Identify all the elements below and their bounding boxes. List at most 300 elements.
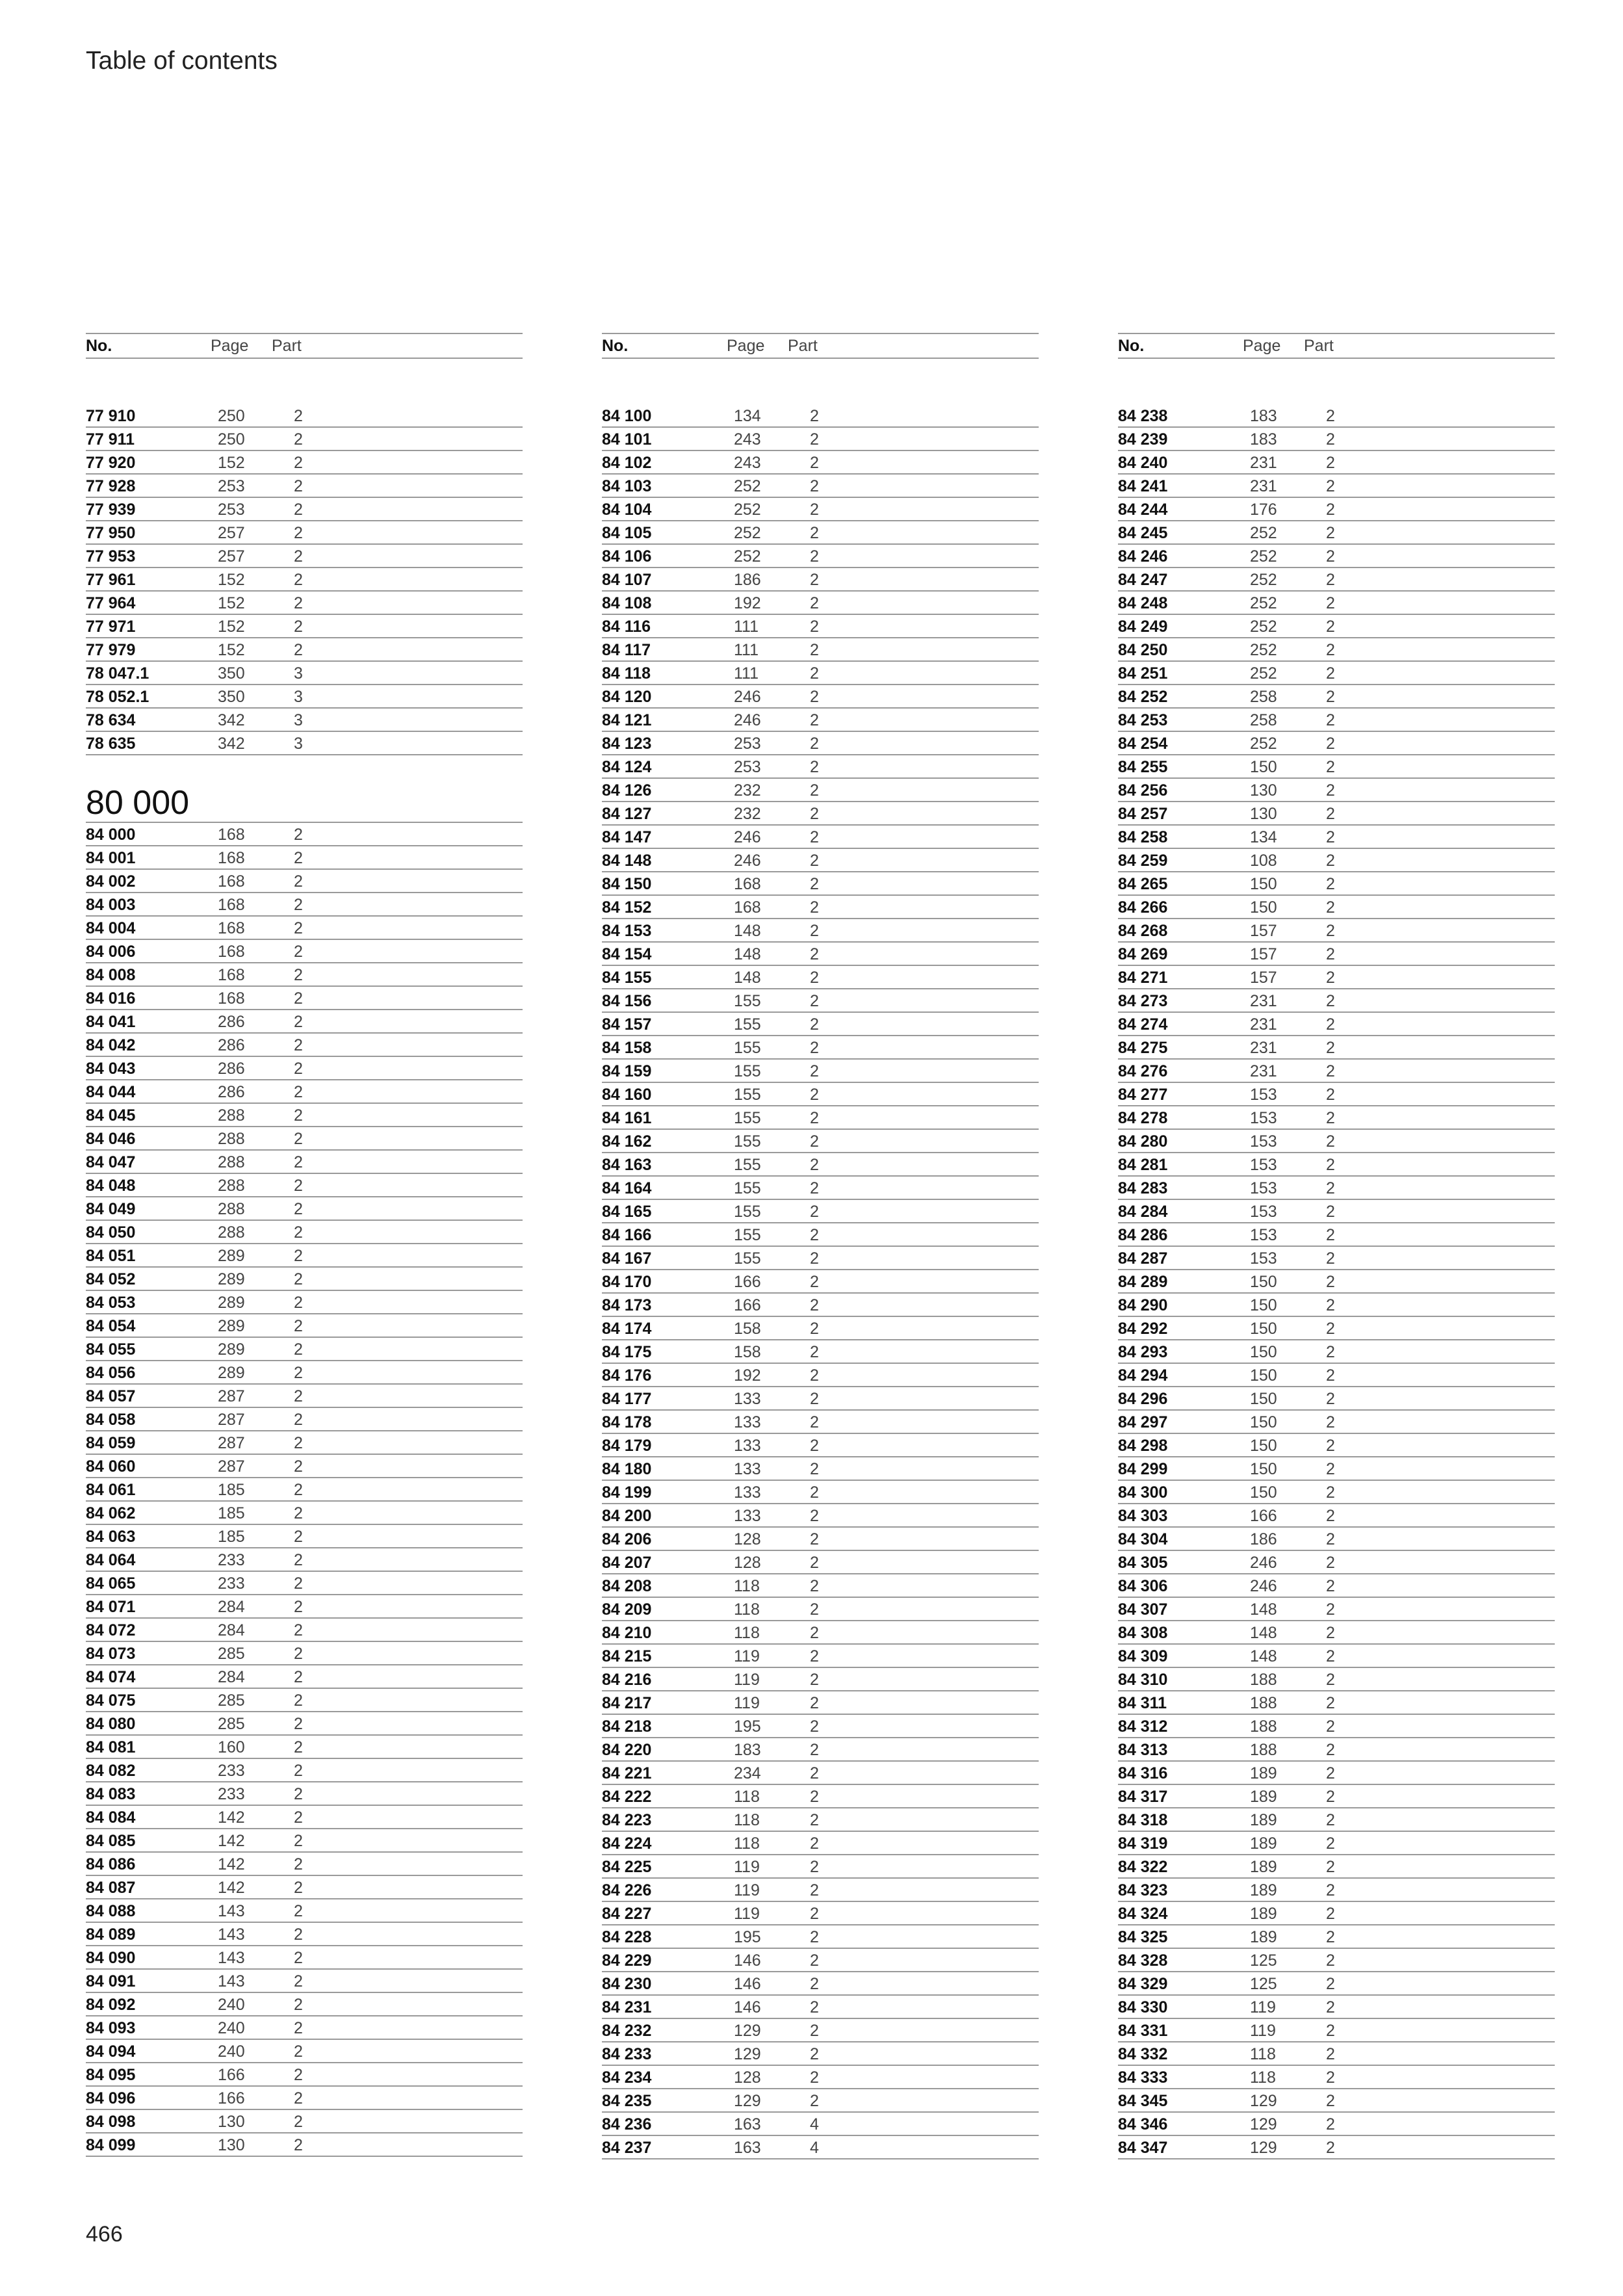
page-ref: 252 — [1250, 571, 1277, 589]
table-row — [1118, 802, 1555, 826]
page-ref: 289 — [218, 1364, 245, 1382]
article-number: 84 221 — [602, 1764, 652, 1782]
page-ref: 111 — [734, 618, 759, 636]
page-ref: 188 — [1250, 1741, 1277, 1759]
table-row — [86, 1338, 523, 1361]
part-ref: 2 — [810, 1624, 819, 1642]
part-ref: 2 — [294, 618, 303, 636]
table-row — [1118, 779, 1555, 802]
article-number: 78 052.1 — [86, 688, 149, 706]
part-ref: 2 — [1326, 1694, 1335, 1712]
page-ref: 289 — [218, 1294, 245, 1312]
part-ref: 2 — [294, 1060, 303, 1078]
page-ref: 163 — [734, 2139, 761, 2157]
part-ref: 2 — [810, 571, 819, 589]
page-ref: 253 — [218, 501, 245, 519]
part-ref: 2 — [294, 1762, 303, 1780]
page-ref: 192 — [734, 1366, 761, 1385]
part-ref: 2 — [810, 1273, 819, 1291]
part-ref: 2 — [1326, 1788, 1335, 1806]
table-row — [86, 1268, 523, 1291]
part-ref: 2 — [1326, 1834, 1335, 1853]
page-ref: 150 — [1250, 875, 1277, 893]
page-ref: 155 — [734, 1179, 761, 1197]
page-ref: 130 — [1250, 781, 1277, 800]
table-row — [602, 1317, 1039, 1340]
table-row — [86, 2110, 523, 2133]
page-ref: 150 — [1250, 1366, 1277, 1385]
table-row — [1118, 1294, 1555, 1317]
table-row — [86, 1151, 523, 1174]
column-header — [1118, 333, 1555, 359]
table-row — [86, 1665, 523, 1689]
table-row — [1118, 404, 1555, 428]
article-number: 84 157 — [602, 1015, 652, 1034]
page-ref: 288 — [218, 1223, 245, 1242]
part-ref: 2 — [294, 524, 303, 542]
page-ref: 176 — [1250, 501, 1277, 519]
article-number: 84 218 — [602, 1717, 652, 1736]
page-ref: 157 — [1250, 969, 1277, 987]
part-ref: 2 — [810, 2092, 819, 2110]
table-row — [1118, 2089, 1555, 2113]
part-ref: 2 — [1326, 1741, 1335, 1759]
article-number: 84 310 — [1118, 1671, 1168, 1689]
article-number: 84 102 — [602, 454, 652, 472]
article-number: 84 046 — [86, 1130, 136, 1148]
article-number: 84 273 — [1118, 992, 1168, 1010]
part-ref: 2 — [1326, 2045, 1335, 2063]
table-row — [1118, 943, 1555, 966]
table-row — [1118, 1996, 1555, 2019]
page-ref: 157 — [1250, 922, 1277, 940]
table-row — [602, 826, 1039, 849]
part-ref: 2 — [294, 872, 303, 891]
table-row — [86, 1946, 523, 1970]
table-row — [602, 1902, 1039, 1925]
part-ref: 2 — [810, 1343, 819, 1361]
page-ref: 168 — [218, 943, 245, 961]
part-ref: 2 — [810, 735, 819, 753]
article-number: 84 126 — [602, 781, 652, 800]
table-row — [602, 872, 1039, 896]
table-row — [1118, 1130, 1555, 1153]
part-ref: 2 — [294, 430, 303, 449]
part-ref: 2 — [294, 943, 303, 961]
article-number: 84 044 — [86, 1083, 136, 1101]
table-row — [602, 1574, 1039, 1598]
part-ref: 2 — [1326, 594, 1335, 612]
page-ref: 252 — [1250, 618, 1277, 636]
article-number: 77 961 — [86, 571, 136, 589]
page-ref: 150 — [1250, 1296, 1277, 1314]
page-ref: 152 — [218, 454, 245, 472]
page-ref: 231 — [1250, 454, 1277, 472]
page-ref: 119 — [1250, 2022, 1276, 2040]
article-number: 84 345 — [1118, 2092, 1168, 2110]
article-number: 84 244 — [1118, 501, 1168, 519]
part-ref: 2 — [294, 896, 303, 914]
page-ref: 286 — [218, 1083, 245, 1101]
part-ref: 2 — [1326, 875, 1335, 893]
part-ref: 2 — [1326, 2115, 1335, 2133]
part-ref: 2 — [810, 1179, 819, 1197]
article-number: 84 232 — [602, 2022, 652, 2040]
article-number: 84 234 — [602, 2068, 652, 2087]
page-ref: 246 — [1250, 1577, 1277, 1595]
part-ref: 2 — [1326, 852, 1335, 870]
table-row — [86, 940, 523, 963]
article-number: 77 911 — [86, 430, 135, 449]
article-number: 84 278 — [1118, 1109, 1168, 1127]
page-ref: 246 — [734, 852, 761, 870]
article-number: 84 312 — [1118, 1717, 1168, 1736]
part-ref: 2 — [1326, 1296, 1335, 1314]
table-row — [602, 592, 1039, 615]
part-ref: 2 — [294, 594, 303, 612]
article-number: 84 209 — [602, 1600, 652, 1619]
page-ref: 146 — [734, 1998, 761, 2016]
page-ref: 189 — [1250, 1881, 1277, 1899]
table-row — [602, 428, 1039, 451]
article-number: 84 251 — [1118, 664, 1168, 683]
table-row — [602, 1832, 1039, 1855]
article-number: 84 346 — [1118, 2115, 1168, 2133]
article-number: 84 200 — [602, 1507, 652, 1525]
page-ref: 285 — [218, 1645, 245, 1663]
part-ref: 2 — [294, 1083, 303, 1101]
page-ref: 143 — [218, 1972, 245, 1990]
page-ref: 289 — [218, 1317, 245, 1335]
part-ref: 2 — [294, 547, 303, 566]
part-ref: 2 — [294, 1551, 303, 1569]
article-number: 84 206 — [602, 1530, 652, 1548]
part-ref: 2 — [294, 826, 303, 844]
part-ref: 2 — [810, 1483, 819, 1502]
article-number: 84 058 — [86, 1411, 136, 1429]
part-ref: 2 — [294, 477, 303, 495]
article-number: 84 065 — [86, 1574, 136, 1593]
table-row — [1118, 1785, 1555, 1808]
table-row — [86, 1502, 523, 1525]
part-ref: 2 — [810, 688, 819, 706]
table-row — [602, 989, 1039, 1013]
page-ref: 119 — [734, 1858, 760, 1876]
page-ref: 240 — [218, 2019, 245, 2037]
part-ref: 2 — [1326, 1928, 1335, 1946]
part-ref: 2 — [810, 758, 819, 776]
article-number: 84 269 — [1118, 945, 1168, 963]
article-number: 84 117 — [602, 641, 651, 659]
table-row — [602, 1013, 1039, 1036]
article-number: 84 120 — [602, 688, 652, 706]
part-ref: 2 — [810, 1413, 819, 1431]
page-ref: 288 — [218, 1153, 245, 1171]
page-ref: 155 — [734, 1015, 761, 1034]
table-row — [86, 732, 523, 755]
table-row — [86, 615, 523, 638]
table-row — [602, 1481, 1039, 1504]
table-row — [1118, 1855, 1555, 1879]
table-row — [1118, 2019, 1555, 2042]
table-row — [1118, 989, 1555, 1013]
part-ref: 2 — [294, 1411, 303, 1429]
article-number: 84 303 — [1118, 1507, 1168, 1525]
article-number: 84 006 — [86, 943, 136, 961]
page-ref: 130 — [218, 2136, 245, 2154]
article-number: 84 275 — [1118, 1039, 1168, 1057]
part-ref: 2 — [1326, 1647, 1335, 1665]
page-ref: 342 — [218, 735, 245, 753]
page-ref: 129 — [734, 2022, 761, 2040]
article-number: 84 155 — [602, 969, 652, 987]
part-ref: 2 — [1326, 1858, 1335, 1876]
part-ref: 2 — [810, 1881, 819, 1899]
table-row — [1118, 709, 1555, 732]
part-ref: 2 — [1326, 454, 1335, 472]
article-number: 78 634 — [86, 711, 136, 729]
table-row — [602, 1153, 1039, 1177]
part-ref: 4 — [810, 2139, 819, 2157]
table-row — [1118, 1317, 1555, 1340]
part-ref: 2 — [294, 501, 303, 519]
page-ref: 148 — [734, 922, 761, 940]
table-row — [602, 568, 1039, 592]
article-number: 84 319 — [1118, 1834, 1168, 1853]
part-ref: 2 — [1326, 969, 1335, 987]
page-ref: 168 — [218, 919, 245, 937]
part-ref: 2 — [810, 594, 819, 612]
page-ref: 130 — [218, 2113, 245, 2131]
part-ref: 2 — [294, 2042, 303, 2061]
part-ref: 2 — [810, 1811, 819, 1829]
article-number: 84 052 — [86, 1270, 136, 1288]
part-ref: 2 — [1326, 1109, 1335, 1127]
table-row — [1118, 1153, 1555, 1177]
article-number: 84 223 — [602, 1811, 652, 1829]
article-number: 84 255 — [1118, 758, 1168, 776]
part-ref: 2 — [810, 1928, 819, 1946]
page-ref: 166 — [218, 2089, 245, 2107]
article-number: 77 953 — [86, 547, 136, 566]
table-row — [86, 1619, 523, 1642]
article-number: 84 082 — [86, 1762, 136, 1780]
table-row — [602, 1130, 1039, 1153]
article-number: 77 964 — [86, 594, 136, 612]
page-number: 466 — [86, 2222, 123, 2247]
page-ref: 252 — [734, 501, 761, 519]
part-ref: 2 — [1326, 1507, 1335, 1525]
part-ref: 2 — [810, 922, 819, 940]
article-number: 84 086 — [86, 1855, 136, 1873]
article-number: 78 635 — [86, 735, 136, 753]
article-number: 84 265 — [1118, 875, 1168, 893]
part-ref: 2 — [294, 989, 303, 1008]
part-ref: 2 — [1326, 547, 1335, 566]
page-ref: 119 — [734, 1647, 760, 1665]
part-ref: 2 — [810, 1764, 819, 1782]
part-ref: 2 — [1326, 1554, 1335, 1572]
table-row — [602, 779, 1039, 802]
table-row — [602, 1738, 1039, 1762]
article-number: 84 061 — [86, 1481, 136, 1499]
page-ref: 287 — [218, 1434, 245, 1452]
part-ref: 2 — [1326, 1671, 1335, 1689]
part-ref: 2 — [810, 992, 819, 1010]
table-row — [86, 1782, 523, 1806]
table-row — [1118, 1083, 1555, 1106]
page-ref: 150 — [1250, 1343, 1277, 1361]
article-number: 84 228 — [602, 1928, 652, 1946]
page-ref: 195 — [734, 1928, 761, 1946]
table-row — [1118, 451, 1555, 475]
article-number: 84 001 — [86, 849, 136, 867]
table-row — [86, 1806, 523, 1829]
page-ref: 189 — [1250, 1788, 1277, 1806]
part-ref: 2 — [1326, 735, 1335, 753]
table-row — [1118, 966, 1555, 989]
page-ref: 284 — [218, 1621, 245, 1639]
article-number: 84 237 — [602, 2139, 652, 2157]
page-ref: 118 — [734, 1600, 760, 1619]
page-ref: 195 — [734, 1717, 761, 1736]
page-ref: 252 — [1250, 641, 1277, 659]
article-number: 84 167 — [602, 1249, 652, 1268]
part-ref: 2 — [1326, 1530, 1335, 1548]
article-number: 84 041 — [86, 1013, 136, 1031]
article-number: 84 240 — [1118, 454, 1168, 472]
table-row — [86, 1525, 523, 1548]
page-ref: 158 — [734, 1343, 761, 1361]
part-ref: 2 — [810, 1086, 819, 1104]
article-number: 77 928 — [86, 477, 136, 495]
page-ref: 155 — [734, 1086, 761, 1104]
part-ref: 2 — [294, 966, 303, 984]
page-ref: 133 — [734, 1507, 761, 1525]
page-ref: 148 — [1250, 1624, 1277, 1642]
part-ref: 2 — [1326, 1998, 1335, 2016]
table-row — [86, 1876, 523, 1899]
page-ref: 118 — [734, 1788, 760, 1806]
table-row — [1118, 1504, 1555, 1528]
article-number: 84 268 — [1118, 922, 1168, 940]
page-ref: 188 — [1250, 1717, 1277, 1736]
column-header — [602, 333, 1039, 359]
page-ref: 284 — [218, 1598, 245, 1616]
part-ref: 2 — [294, 1223, 303, 1242]
table-row — [1118, 1411, 1555, 1434]
table-row — [86, 475, 523, 498]
page-ref: 142 — [218, 1832, 245, 1850]
article-number: 84 297 — [1118, 1413, 1168, 1431]
article-number: 84 099 — [86, 2136, 136, 2154]
article-number: 84 106 — [602, 547, 652, 566]
article-number: 84 231 — [602, 1998, 652, 2016]
page-ref: 286 — [218, 1036, 245, 1054]
page-ref: 125 — [1250, 1975, 1277, 1993]
table-row — [1118, 1762, 1555, 1785]
index-column-2 — [602, 333, 1039, 2159]
article-number: 84 162 — [602, 1132, 652, 1151]
page-ref: 155 — [734, 1132, 761, 1151]
page-ref: 166 — [218, 2066, 245, 2084]
part-ref: 2 — [1326, 805, 1335, 823]
page-ref: 233 — [218, 1762, 245, 1780]
part-ref: 2 — [1326, 1577, 1335, 1595]
table-row — [602, 685, 1039, 709]
part-ref: 2 — [1326, 898, 1335, 917]
part-ref: 2 — [294, 1832, 303, 1850]
page-ref: 155 — [734, 1249, 761, 1268]
page-ref: 150 — [1250, 1413, 1277, 1431]
table-row — [86, 1431, 523, 1455]
page-ref: 118 — [734, 1834, 760, 1853]
article-number: 84 247 — [1118, 571, 1168, 589]
part-ref: 2 — [810, 1460, 819, 1478]
table-row — [602, 1598, 1039, 1621]
table-row — [1118, 1270, 1555, 1294]
article-number: 84 153 — [602, 922, 652, 940]
page-ref: 155 — [734, 1203, 761, 1221]
table-row — [1118, 592, 1555, 615]
table-row — [602, 1621, 1039, 1645]
table-row — [86, 1361, 523, 1385]
part-ref: 2 — [810, 828, 819, 846]
page-title: Table of contents — [86, 47, 278, 75]
article-number: 84 074 — [86, 1668, 136, 1686]
article-number: 84 163 — [602, 1156, 652, 1174]
page-ref: 111 — [734, 641, 759, 659]
table-row — [86, 963, 523, 987]
page-ref: 133 — [734, 1413, 761, 1431]
page-ref: 168 — [734, 875, 761, 893]
page-ref: 134 — [1250, 828, 1277, 846]
table-row — [602, 1691, 1039, 1715]
page-ref: 143 — [218, 1902, 245, 1920]
article-number: 84 252 — [1118, 688, 1168, 706]
article-number: 84 051 — [86, 1247, 136, 1265]
part-ref: 2 — [810, 1788, 819, 1806]
article-number: 84 293 — [1118, 1343, 1168, 1361]
article-number: 84 271 — [1118, 969, 1168, 987]
table-row — [602, 545, 1039, 568]
page-ref: 286 — [218, 1060, 245, 1078]
article-number: 84 233 — [602, 2045, 652, 2063]
table-row — [602, 1060, 1039, 1083]
table-row — [86, 1853, 523, 1876]
page-ref: 289 — [218, 1247, 245, 1265]
part-ref: 2 — [294, 2113, 303, 2131]
table-row — [602, 451, 1039, 475]
page-ref: 146 — [734, 1951, 761, 1970]
table-row — [86, 404, 523, 428]
page-ref: 285 — [218, 1691, 245, 1710]
page-ref: 152 — [218, 594, 245, 612]
table-row — [602, 1879, 1039, 1902]
article-number: 84 176 — [602, 1366, 652, 1385]
table-row — [1118, 1902, 1555, 1925]
table-row — [1118, 2042, 1555, 2066]
part-ref: 2 — [1326, 1320, 1335, 1338]
page-ref: 231 — [1250, 477, 1277, 495]
article-number: 84 317 — [1118, 1788, 1168, 1806]
table-row — [602, 1668, 1039, 1691]
page-ref: 128 — [734, 2068, 761, 2087]
article-number: 84 224 — [602, 1834, 652, 1853]
part-ref: 2 — [294, 1013, 303, 1031]
article-number: 84 127 — [602, 805, 652, 823]
article-number: 84 081 — [86, 1738, 136, 1756]
